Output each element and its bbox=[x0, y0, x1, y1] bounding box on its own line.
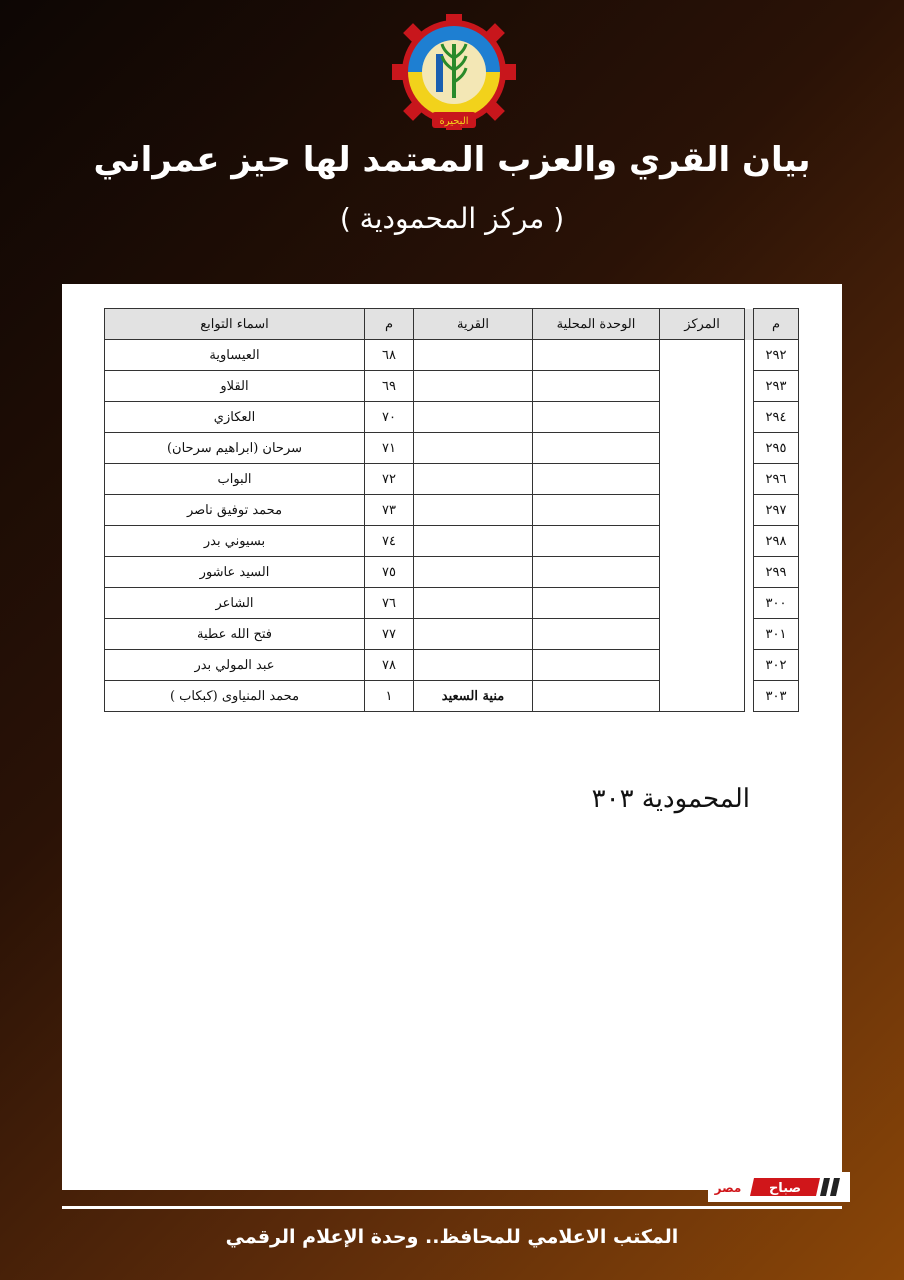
header-center: المركز bbox=[660, 309, 745, 340]
cell-village bbox=[414, 557, 533, 588]
cell-name: بسيوني بدر bbox=[105, 526, 365, 557]
cell-unit bbox=[533, 402, 660, 433]
cell-m: ١ bbox=[365, 681, 414, 712]
brand-name: صباح bbox=[768, 1181, 802, 1196]
cell-num: ٢٩٩ bbox=[754, 557, 799, 588]
cell-village bbox=[414, 619, 533, 650]
cell-unit bbox=[533, 433, 660, 464]
header-m: م bbox=[365, 309, 414, 340]
cell-m: ٦٨ bbox=[365, 340, 414, 371]
footer-divider bbox=[62, 1206, 842, 1209]
cell-unit bbox=[533, 495, 660, 526]
cell-m: ٧٧ bbox=[365, 619, 414, 650]
cell-name: محمد المنياوى (كبكاب ) bbox=[105, 681, 365, 712]
cell-num: ٣٠٠ bbox=[754, 588, 799, 619]
cell-unit bbox=[533, 681, 660, 712]
cell-name: عبد المولي بدر bbox=[105, 650, 365, 681]
cell-village bbox=[414, 588, 533, 619]
cell-village bbox=[414, 495, 533, 526]
cell-name: سرحان (ابراهيم سرحان) bbox=[105, 433, 365, 464]
cell-village bbox=[414, 340, 533, 371]
cell-name: محمد توفيق ناصر bbox=[105, 495, 365, 526]
cell-unit bbox=[533, 371, 660, 402]
cell-name: السيد عاشور bbox=[105, 557, 365, 588]
cell-name: العيساوية bbox=[105, 340, 365, 371]
cell-num: ٢٩٤ bbox=[754, 402, 799, 433]
gear-emblem-icon bbox=[392, 14, 516, 130]
cell-unit bbox=[533, 340, 660, 371]
cell-m: ٧٤ bbox=[365, 526, 414, 557]
cell-unit bbox=[533, 557, 660, 588]
header-unit: الوحدة المحلية bbox=[533, 309, 660, 340]
footer-credit: المكتب الاعلامي للمحافظ.. وحدة الإعلام الرقمي bbox=[225, 1226, 679, 1248]
cell-num: ٢٩٦ bbox=[754, 464, 799, 495]
governorate-logo bbox=[392, 14, 516, 134]
sabah-masr-logo bbox=[708, 1172, 850, 1202]
logo-label: البحيرة bbox=[439, 116, 469, 127]
document-sheet bbox=[62, 284, 842, 1190]
cell-m: ٦٩ bbox=[365, 371, 414, 402]
cell-m: ٧٣ bbox=[365, 495, 414, 526]
header-village: القرية bbox=[414, 309, 533, 340]
cell-num: ٣٠٣ bbox=[754, 681, 799, 712]
cell-name: فتح الله عطية bbox=[105, 619, 365, 650]
page-subtitle: ( مركز المحمودية ) bbox=[339, 202, 565, 235]
table-header-row bbox=[105, 309, 799, 340]
cell-name: الشاعر bbox=[105, 588, 365, 619]
cell-village: منية السعيد bbox=[414, 681, 533, 712]
header-num: م bbox=[754, 309, 799, 340]
cell-m: ٧٢ bbox=[365, 464, 414, 495]
cell-num: ٢٩٧ bbox=[754, 495, 799, 526]
cell-m: ٧٨ bbox=[365, 650, 414, 681]
cell-village bbox=[414, 433, 533, 464]
cell-num: ٣٠١ bbox=[754, 619, 799, 650]
cell-num: ٢٩٨ bbox=[754, 526, 799, 557]
cell-center bbox=[660, 340, 745, 712]
cell-m: ٧٦ bbox=[365, 588, 414, 619]
cell-num: ٣٠٢ bbox=[754, 650, 799, 681]
cell-name: العكازي bbox=[105, 402, 365, 433]
cell-village bbox=[414, 526, 533, 557]
brand-country: مصر bbox=[714, 1181, 742, 1195]
cell-village bbox=[414, 650, 533, 681]
page-title: بيان القري والعزب المعتمد لها حيز عمراني bbox=[93, 140, 811, 180]
cell-m: ٧٥ bbox=[365, 557, 414, 588]
cell-name: البواب bbox=[105, 464, 365, 495]
cell-name: القلاو bbox=[105, 371, 365, 402]
total-count: المحمودية ٣٠٣ bbox=[591, 784, 750, 814]
cell-village bbox=[414, 402, 533, 433]
villages-table bbox=[104, 308, 799, 712]
cell-m: ٧٠ bbox=[365, 402, 414, 433]
cell-unit bbox=[533, 464, 660, 495]
header-names: اسماء التوابع bbox=[105, 309, 365, 340]
cell-unit bbox=[533, 619, 660, 650]
cell-num: ٢٩٢ bbox=[754, 340, 799, 371]
cell-unit bbox=[533, 650, 660, 681]
cell-village bbox=[414, 371, 533, 402]
cell-num: ٢٩٣ bbox=[754, 371, 799, 402]
cell-num: ٢٩٥ bbox=[754, 433, 799, 464]
cell-m: ٧١ bbox=[365, 433, 414, 464]
cell-village bbox=[414, 464, 533, 495]
cell-unit bbox=[533, 588, 660, 619]
table-row bbox=[105, 340, 799, 371]
cell-unit bbox=[533, 526, 660, 557]
